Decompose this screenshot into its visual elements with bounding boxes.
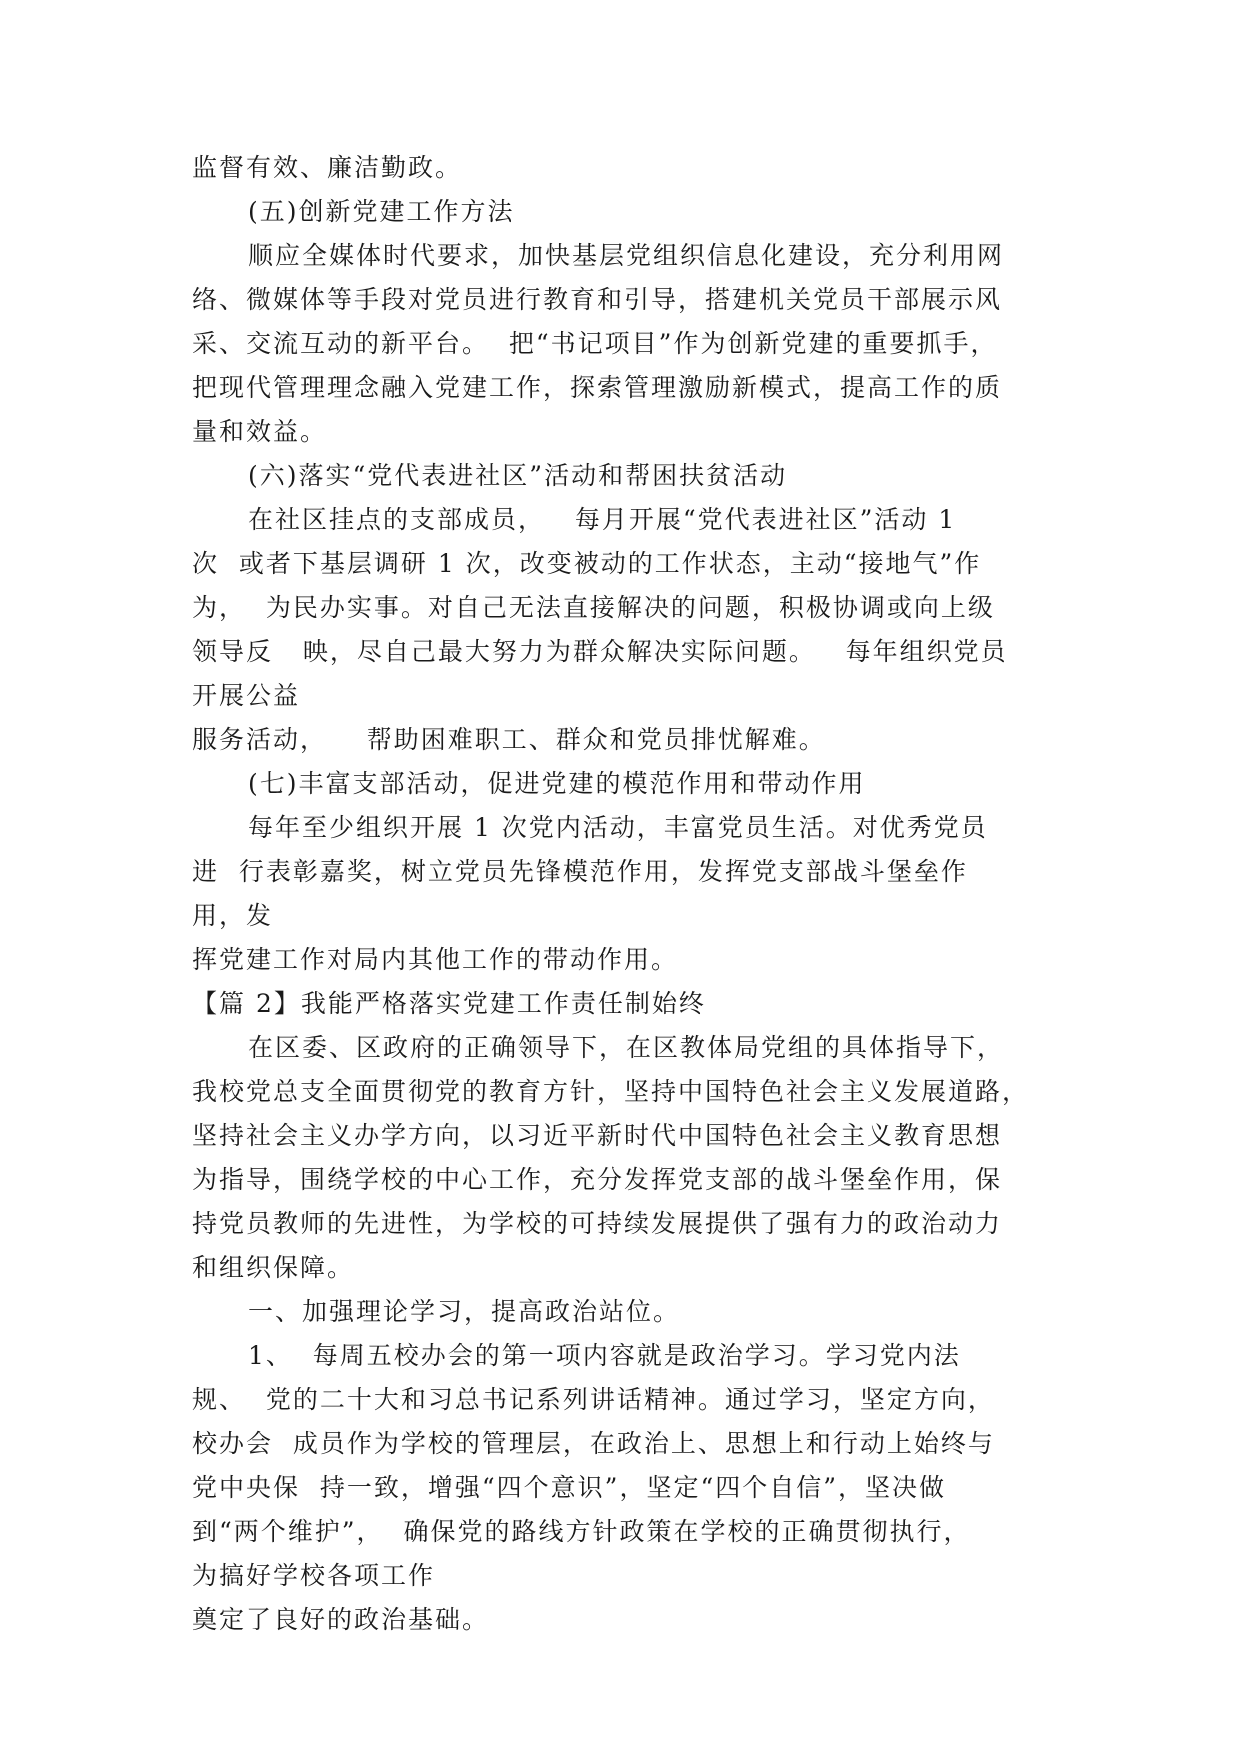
- text-line: 奠定了良好的政治基础。: [192, 1605, 490, 1634]
- text-line: 监督有效、廉洁勤政。: [192, 153, 463, 182]
- text-line: 次 或者下基层调研 1 次，改变被动的工作状态，主动“接地气”作: [192, 549, 982, 578]
- text-line: 把现代管理理念融入党建工作，探索管理激励新模式，提高工作的质: [192, 373, 1003, 402]
- text-line: 每年至少组织开展 1 次党内活动，丰富党员生活。对优秀党员: [248, 813, 988, 842]
- text-line: 络、微媒体等手段对党员进行教育和引导，搭建机关党员干部展示风: [192, 285, 1003, 314]
- text-line: 为指导，围绕学校的中心工作，充分发挥党支部的战斗堡垒作用，保: [192, 1165, 1003, 1194]
- section-heading: (七)丰富支部活动，促进党建的模范作用和带动作用: [248, 769, 866, 798]
- text-line: 规、 党的二十大和习总书记系列讲话精神。通过学习，坚定方向，: [192, 1385, 995, 1414]
- text-line: 在社区挂点的支部成员， 每月开展“党代表进社区”活动 1: [248, 505, 957, 534]
- text-line: 在区委、区政府的正确领导下，在区教体局党组的具体指导下，: [248, 1033, 1005, 1062]
- text-line: 用，发: [192, 901, 274, 930]
- text-line: 进 行表彰嘉奖，树立党员先锋模范作用，发挥党支部战斗堡垒作: [192, 857, 968, 886]
- text-line: 采、交流互动的新平台。 把“书记项目”作为创新党建的重要抓手，: [192, 329, 998, 358]
- text-line: 和组织保障。: [192, 1253, 355, 1282]
- text-line: 领导反 映，尽自己最大努力为群众解决实际问题。 每年组织党员: [192, 637, 1008, 666]
- text-line: 服务活动， 帮助困难职工、群众和党员排忧解难。: [192, 725, 826, 754]
- section-heading: (五)创新党建工作方法: [248, 197, 515, 226]
- text-line: 为， 为民办实事。对自己无法直接解决的问题，积极协调或向上级: [192, 593, 995, 622]
- text-line: 党中央保 持一致，增强“四个意识”，坚定“四个自信”，坚决做: [192, 1473, 947, 1502]
- text-line: 持党员教师的先进性，为学校的可持续发展提供了强有力的政治动力: [192, 1209, 1003, 1238]
- text-line: 顺应全媒体时代要求，加快基层党组织信息化建设，充分利用网: [248, 241, 1005, 270]
- chapter-heading: 【篇 2】我能严格落实党建工作责任制始终: [192, 989, 706, 1018]
- text-line: 校办会 成员作为学校的管理层，在政治上、思想上和行动上始终与: [192, 1429, 995, 1458]
- text-line: 挥党建工作对局内其他工作的带动作用。: [192, 945, 679, 974]
- text-line: 量和效益。: [192, 417, 328, 446]
- text-line: 1、 每周五校办会的第一项内容就是政治学习。学习党内法: [248, 1341, 961, 1370]
- text-line: 我校党总支全面贯彻党的教育方针，坚持中国特色社会主义发展道路，: [192, 1077, 1030, 1106]
- section-heading: (六)落实“党代表进社区”活动和帮困扶贫活动: [248, 461, 788, 490]
- section-heading: 一、加强理论学习，提高政治站位。: [248, 1297, 681, 1326]
- text-line: 坚持社会主义办学方向，以习近平新时代中国特色社会主义教育思想: [192, 1121, 1003, 1150]
- text-line: 到“两个维护”， 确保党的路线方针政策在学校的正确贯彻执行，: [192, 1517, 971, 1546]
- text-line: 为搞好学校各项工作: [192, 1561, 436, 1590]
- text-line: 开展公益: [192, 681, 301, 710]
